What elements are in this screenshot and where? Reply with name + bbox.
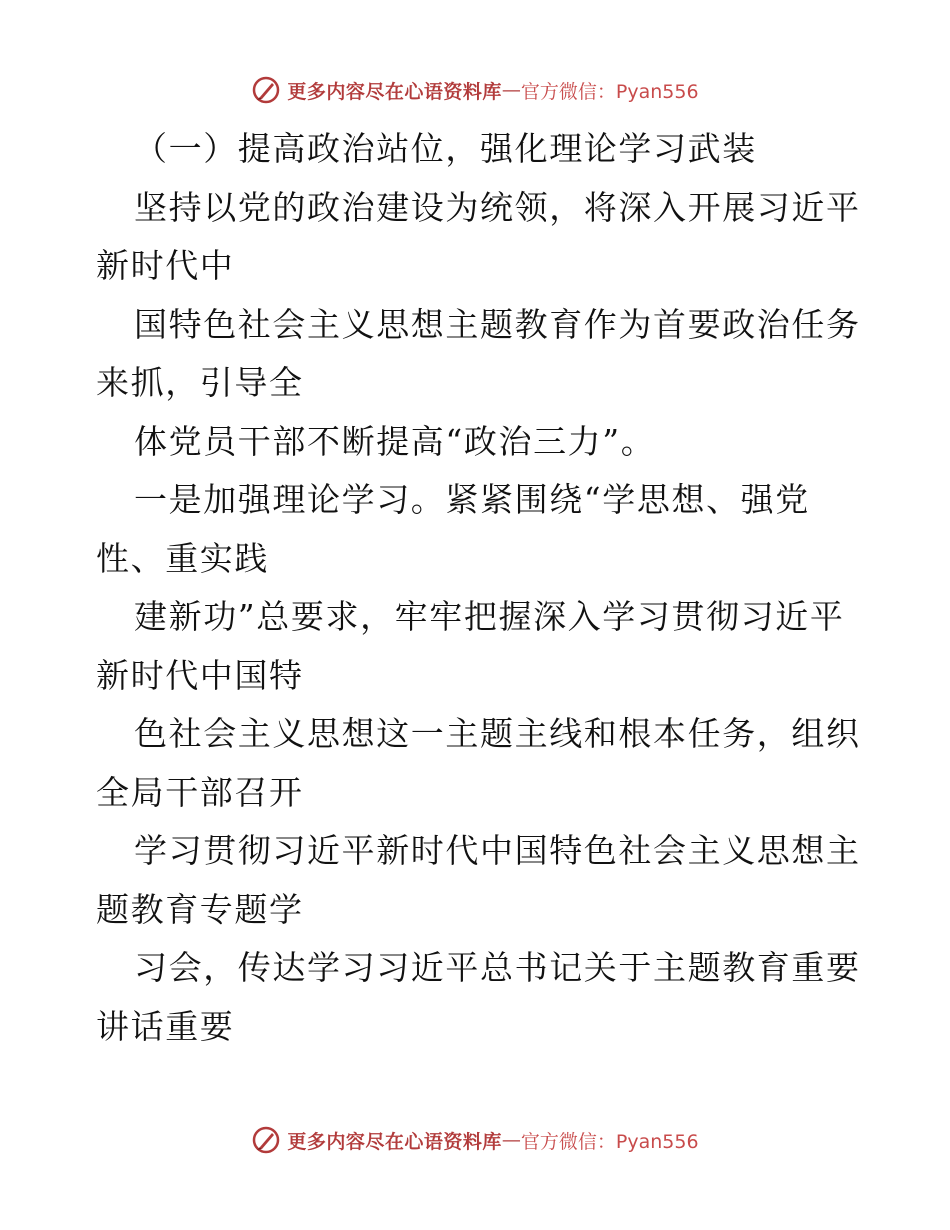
pen-circle-logo-icon xyxy=(251,75,281,105)
paragraph-line: 新时代中国特 xyxy=(96,655,304,695)
paragraph-line: 建新功”总要求，牢牢把握深入学习贯彻习近平 xyxy=(134,597,845,636)
paragraph-line: 讲话重要 xyxy=(96,1006,235,1046)
pen-circle-logo-icon xyxy=(251,1125,281,1155)
paragraph-line: 坚持以党的政治建设为统领，将深入开展习近平 xyxy=(134,187,861,227)
paragraph-line: 新时代中 xyxy=(96,246,235,285)
footer-banner-separator: — xyxy=(501,1129,521,1151)
paragraph-line: 学习贯彻习近平新时代中国特色社会主义思想主 xyxy=(134,831,861,870)
footer-banner-wechat: 官方微信：Pyan556 xyxy=(520,1130,699,1153)
paragraph-line: 性、重实践 xyxy=(96,538,269,578)
paragraph-line: 国特色社会主义思想主题教育作为首要政治任务 xyxy=(134,304,861,344)
document-body xyxy=(96,120,861,1056)
footer-banner-text: 更多内容尽在心语资料库 xyxy=(287,1130,502,1153)
header-banner-wechat: 官方微信：Pyan556 xyxy=(520,80,699,103)
footer-banner xyxy=(0,1120,950,1160)
paragraph-line: 习会，传达学习习近平总书记关于主题教育重要 xyxy=(134,948,861,987)
paragraph-line: 色社会主义思想这一主题主线和根本任务，组织 xyxy=(134,714,861,753)
paragraph-line: 题教育专题学 xyxy=(96,889,304,929)
header-banner-text: 更多内容尽在心语资料库 xyxy=(287,80,502,103)
paragraph-line: 来抓，引导全 xyxy=(96,363,304,402)
paragraph-line: 全局干部召开 xyxy=(96,772,304,812)
section-heading: （一）提高政治站位，强化理论学习武装 xyxy=(134,129,757,168)
paragraph-line: 一是加强理论学习。紧紧围绕“学思想、强党 xyxy=(134,480,810,519)
header-banner xyxy=(0,70,950,110)
paragraph-line: 体党员干部不断提高“政治三力”。 xyxy=(134,421,656,461)
header-banner-separator: — xyxy=(501,79,521,101)
